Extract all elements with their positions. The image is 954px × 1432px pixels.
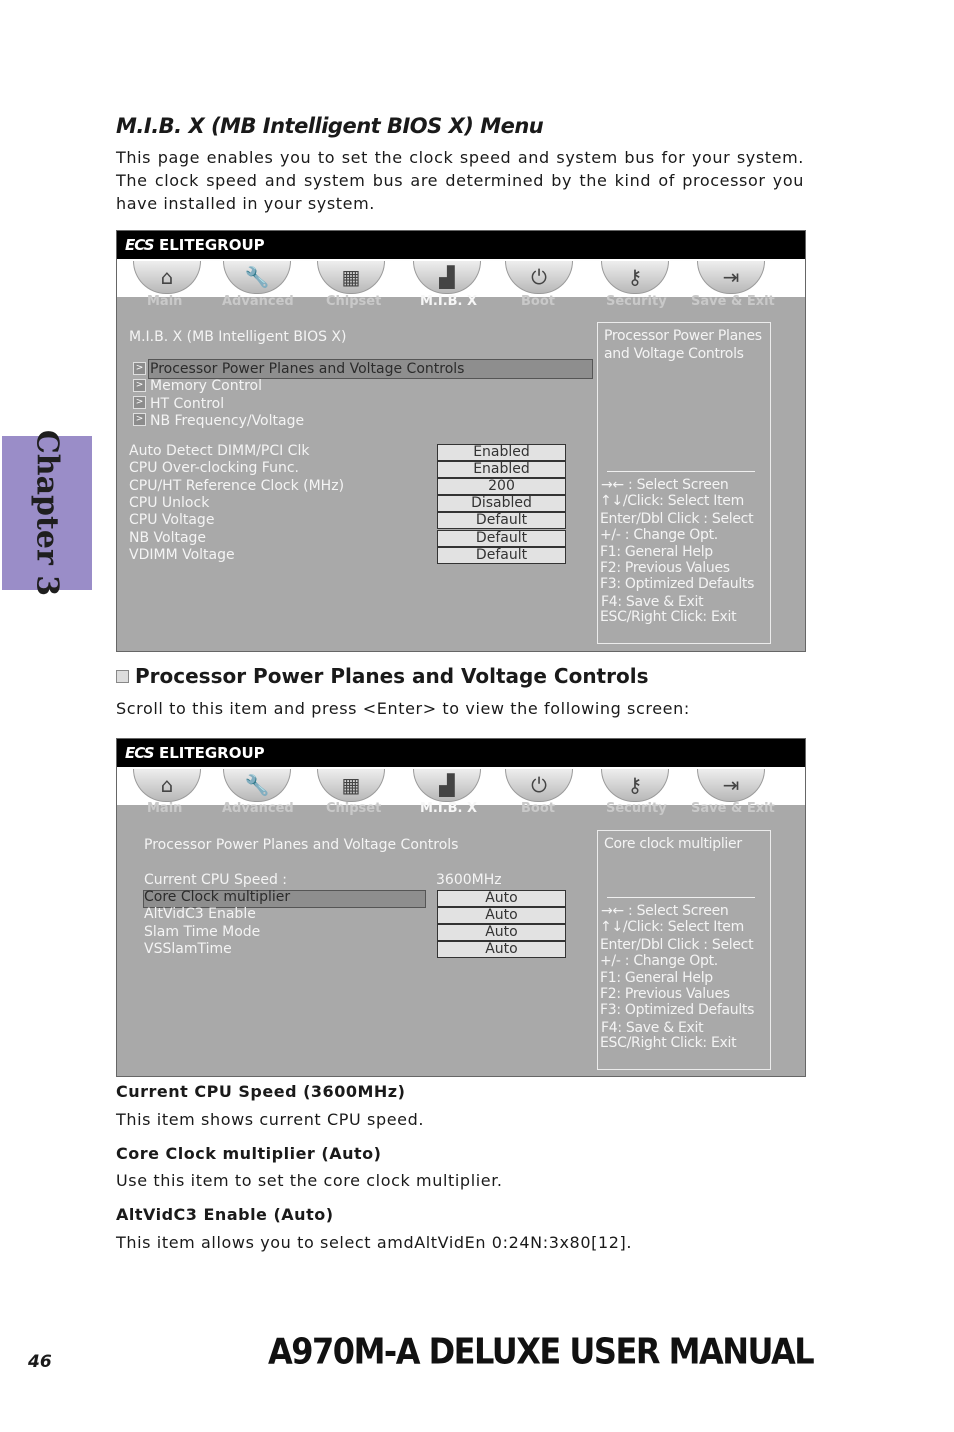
item-text-current-cpu-speed: This item shows current CPU speed. xyxy=(116,1110,425,1129)
tab-boot[interactable]: Boot xyxy=(521,294,555,309)
key-icon[interactable]: ⚷ xyxy=(601,261,669,294)
help-key: ↑↓/Click: Select Item xyxy=(600,919,744,935)
submenu-processor-power[interactable]: Processor Power Planes and Voltage Controls xyxy=(150,361,465,377)
setting-label: Slam Time Mode xyxy=(144,924,261,940)
setting-label: VDIMM Voltage xyxy=(129,547,235,563)
chip-icon[interactable]: ▦ xyxy=(317,769,385,802)
tab-security[interactable]: Security xyxy=(606,801,667,816)
current-speed-value: 3600MHz xyxy=(436,872,502,888)
setting-value[interactable]: Auto xyxy=(437,941,566,958)
tab-main[interactable]: Main xyxy=(147,294,183,309)
power-icon[interactable]: ⏻ xyxy=(505,261,573,294)
tab-save-exit[interactable]: Save & Exit xyxy=(691,801,775,816)
help-title: Processor Power Planes xyxy=(604,328,762,344)
help-divider xyxy=(607,471,755,472)
help-title: Core clock multiplier xyxy=(604,836,742,852)
setting-label: Auto Detect DIMM/PCI Clk xyxy=(129,443,310,459)
tab-chipset[interactable]: Chipset xyxy=(326,294,382,309)
setting-value[interactable]: 200 xyxy=(437,478,566,495)
help-divider xyxy=(607,897,755,898)
wrench-icon[interactable]: 🔧 xyxy=(223,769,291,802)
help-title: and Voltage Controls xyxy=(604,346,744,362)
setting-label: CPU/HT Reference Clock (MHz) xyxy=(129,478,345,494)
chapter-tab xyxy=(2,429,92,597)
submenu-arrow-icon: > xyxy=(133,362,146,375)
submenu-arrow-icon: > xyxy=(133,413,146,426)
setting-value[interactable]: Disabled xyxy=(437,495,566,512)
setting-value[interactable]: Default xyxy=(437,512,566,529)
tab-advanced[interactable]: Advanced xyxy=(222,801,294,816)
section-title: M.I.B. X (MB Intelligent BIOS X) Menu xyxy=(116,114,544,138)
bios-screen-mibx xyxy=(116,230,806,652)
item-heading-altvidc3-enable: AltVidC3 Enable (Auto) xyxy=(116,1205,334,1224)
chapter-label: Chapter 3 xyxy=(29,429,65,597)
setting-label: CPU Unlock xyxy=(129,495,210,511)
bios-toolbar xyxy=(117,767,805,805)
bios-header xyxy=(117,231,805,259)
bar-chart-icon[interactable]: ▟ xyxy=(413,769,481,802)
home-icon[interactable]: ⌂ xyxy=(133,769,201,802)
setting-value[interactable]: Auto xyxy=(437,924,566,941)
page-number: 46 xyxy=(28,1352,52,1372)
tab-save-exit[interactable]: Save & Exit xyxy=(691,294,775,309)
screen-title: Processor Power Planes and Voltage Controls xyxy=(144,837,459,853)
setting-value[interactable]: Auto xyxy=(437,907,566,924)
submenu-memory-control[interactable]: Memory Control xyxy=(150,378,262,394)
current-speed-label: Current CPU Speed : xyxy=(144,872,288,888)
help-key: ↑↓/Click: Select Item xyxy=(600,493,744,509)
chip-icon[interactable]: ▦ xyxy=(317,261,385,294)
help-key: F1: General Help xyxy=(600,544,713,560)
bios-brand: ELITEGROUP xyxy=(159,236,265,254)
manual-title: A970M-A DELUXE USER MANUAL xyxy=(268,1330,814,1373)
bios-brand: ELITEGROUP xyxy=(159,744,265,762)
help-key: Enter/Dbl Click : Select xyxy=(600,511,754,527)
tab-mibx[interactable]: M.I.B. X xyxy=(420,801,478,816)
bios-screen-processor-power xyxy=(116,738,806,1077)
tab-chipset[interactable]: Chipset xyxy=(326,801,382,816)
item-heading-core-clock-multiplier: Core Clock multiplier (Auto) xyxy=(116,1144,382,1163)
tab-boot[interactable]: Boot xyxy=(521,801,555,816)
help-key: F4: Save & Exit xyxy=(601,1020,704,1036)
submenu-ht-control[interactable]: HT Control xyxy=(150,396,225,412)
bar-chart-icon[interactable]: ▟ xyxy=(413,261,481,294)
setting-value[interactable]: Default xyxy=(437,530,566,547)
scroll-instruction: Scroll to this item and press <Enter> to view the following screen: xyxy=(116,699,690,718)
item-heading-current-cpu-speed: Current CPU Speed (3600MHz) xyxy=(116,1082,406,1101)
setting-value[interactable]: Auto xyxy=(437,890,566,907)
tab-advanced[interactable]: Advanced xyxy=(222,294,294,309)
help-key: →← : Select Screen xyxy=(601,477,729,493)
bios-toolbar xyxy=(117,259,805,297)
ecs-logo: ECS xyxy=(125,744,154,762)
help-key: F2: Previous Values xyxy=(600,986,730,1002)
tab-security[interactable]: Security xyxy=(606,294,667,309)
setting-label: AltVidC3 Enable xyxy=(144,906,256,922)
help-key: →← : Select Screen xyxy=(601,903,729,919)
exit-door-icon[interactable]: ⇥ xyxy=(697,769,765,802)
submenu-arrow-icon: > xyxy=(133,396,146,409)
help-key: F3: Optimized Defaults xyxy=(600,576,755,592)
screen-title: M.I.B. X (MB Intelligent BIOS X) xyxy=(129,329,347,345)
setting-label: NB Voltage xyxy=(129,530,207,546)
submenu-arrow-icon: > xyxy=(133,379,146,392)
tab-main[interactable]: Main xyxy=(147,801,183,816)
power-icon[interactable]: ⏻ xyxy=(505,769,573,802)
tab-mibx[interactable]: M.I.B. X xyxy=(420,294,478,309)
exit-door-icon[interactable]: ⇥ xyxy=(697,261,765,294)
intro-paragraph: This page enables you to set the clock speed and system bus for your system. The clock speed and system bus are determined by the kind of processor you have installed in your system. xyxy=(116,148,804,213)
item-text-core-clock-multiplier: Use this item to set the core clock multiplier. xyxy=(116,1171,503,1190)
help-key: ESC/Right Click: Exit xyxy=(600,1035,737,1051)
setting-label[interactable]: Core Clock multiplier xyxy=(144,889,291,905)
bios-header xyxy=(117,739,805,767)
help-key: F1: General Help xyxy=(600,970,713,986)
help-key: F4: Save & Exit xyxy=(601,594,704,610)
home-icon[interactable]: ⌂ xyxy=(133,261,201,294)
setting-label: VSSlamTime xyxy=(144,941,232,957)
help-key: F3: Optimized Defaults xyxy=(600,1002,755,1018)
ecs-logo: ECS xyxy=(125,236,154,254)
help-key: F2: Previous Values xyxy=(600,560,730,576)
setting-value[interactable]: Default xyxy=(437,547,566,564)
help-key: ESC/Right Click: Exit xyxy=(600,609,737,625)
setting-label: CPU Over-clocking Func. xyxy=(129,460,299,476)
bullet-icon xyxy=(116,670,129,683)
help-key: +/- : Change Opt. xyxy=(600,527,718,543)
key-icon[interactable]: ⚷ xyxy=(601,769,669,802)
help-key: +/- : Change Opt. xyxy=(600,953,718,969)
setting-value[interactable]: Enabled xyxy=(437,461,566,478)
help-key: Enter/Dbl Click : Select xyxy=(600,937,754,953)
submenu-nb-frequency[interactable]: NB Frequency/Voltage xyxy=(150,413,305,429)
subheading: Processor Power Planes and Voltage Controls xyxy=(135,664,649,688)
wrench-icon[interactable]: 🔧 xyxy=(223,261,291,294)
setting-label: CPU Voltage xyxy=(129,512,215,528)
setting-value[interactable]: Enabled xyxy=(437,444,566,461)
item-text-altvidc3-enable: This item allows you to select amdAltVidEn 0:24N:3x80[12]. xyxy=(116,1233,633,1252)
